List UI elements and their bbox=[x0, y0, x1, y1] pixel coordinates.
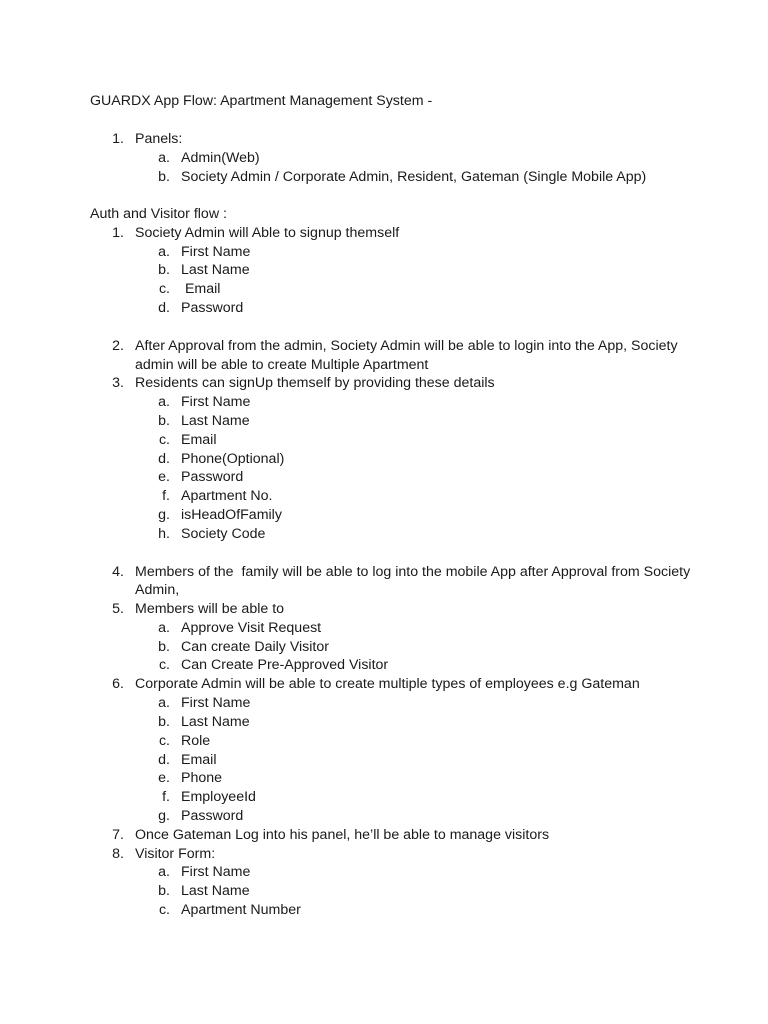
sub-list-marker: a. bbox=[158, 620, 170, 636]
list-number: 7. bbox=[112, 827, 124, 843]
sub-list-item: Password bbox=[181, 300, 244, 316]
sub-list-marker: e. bbox=[158, 770, 170, 786]
list-number: 5. bbox=[112, 601, 124, 617]
sub-list-marker: a. bbox=[158, 244, 170, 260]
sub-list-item: Phone(Optional) bbox=[181, 451, 285, 467]
sub-list-marker: a. bbox=[158, 150, 170, 166]
list-number: 4. bbox=[112, 564, 124, 580]
list-item: After Approval from the admin, Society Admin will be able to login into the App, Society bbox=[135, 338, 678, 354]
sub-list-item: Email bbox=[181, 432, 217, 448]
sub-list-marker: f. bbox=[162, 789, 170, 805]
sub-list-item: Admin(Web) bbox=[181, 150, 260, 166]
sub-list-marker: b. bbox=[158, 639, 170, 655]
sub-list-marker: b. bbox=[158, 413, 170, 429]
list-number: 8. bbox=[112, 846, 124, 862]
list-item: Once Gateman Log into his panel, he’ll be able to manage visitors bbox=[135, 827, 550, 843]
list-item-continuation: Admin, bbox=[135, 582, 180, 598]
sub-list-item: Society Code bbox=[181, 526, 266, 542]
sub-list-marker: d. bbox=[158, 752, 170, 768]
sub-list-item: Apartment Number bbox=[181, 902, 301, 918]
sub-list-item: Can Create Pre-Approved Visitor bbox=[181, 657, 389, 673]
sub-list-item: EmployeeId bbox=[181, 789, 256, 805]
section-heading: Auth and Visitor flow : bbox=[90, 206, 227, 222]
sub-list-marker: c. bbox=[158, 733, 170, 749]
sub-list-item: Last Name bbox=[181, 714, 250, 730]
sub-list-marker: b. bbox=[158, 262, 170, 278]
sub-list-marker: b. bbox=[158, 714, 170, 730]
sub-list-marker: h. bbox=[158, 526, 170, 542]
sub-list-marker: a. bbox=[158, 864, 170, 880]
sub-list-item: Role bbox=[181, 733, 211, 749]
sub-list-item: Password bbox=[181, 808, 244, 824]
list-number: 3. bbox=[112, 375, 124, 391]
list-number: 1. bbox=[112, 225, 124, 241]
sub-list-marker: g. bbox=[158, 808, 170, 824]
sub-list-marker: d. bbox=[158, 300, 170, 316]
sub-list-marker: d. bbox=[158, 451, 170, 467]
sub-list-item: First Name bbox=[181, 864, 251, 880]
sub-list-marker: f. bbox=[162, 488, 170, 504]
sub-list-item: First Name bbox=[181, 394, 251, 410]
sub-list-marker: c. bbox=[158, 281, 170, 297]
sub-list-marker: c. bbox=[158, 657, 170, 673]
sub-list-item: Last Name bbox=[181, 413, 250, 429]
sub-list-marker: c. bbox=[158, 432, 170, 448]
list-number: 2. bbox=[112, 338, 124, 354]
sub-list-item: First Name bbox=[181, 244, 251, 260]
list-item: Corporate Admin will be able to create multiple types of employees e.g Gateman bbox=[135, 676, 640, 692]
sub-list-marker: a. bbox=[158, 695, 170, 711]
sub-list-item: First Name bbox=[181, 695, 251, 711]
list-item: Society Admin will Able to signup themself bbox=[135, 225, 400, 241]
sub-list-item: Apartment No. bbox=[181, 488, 273, 504]
list-item: Members of the family will be able to log into the mobile App after Approval from Society bbox=[135, 564, 691, 580]
sub-list-item: Phone bbox=[181, 770, 223, 786]
list-item: Members will be able to bbox=[135, 601, 285, 617]
sub-list-item: Can create Daily Visitor bbox=[181, 639, 329, 655]
list-item: Residents can signUp themself by providing these details bbox=[135, 375, 495, 391]
document-title: GUARDX App Flow: Apartment Management System - bbox=[90, 93, 433, 109]
sub-list-item: Email bbox=[181, 281, 221, 297]
sub-list-item: Last Name bbox=[181, 262, 250, 278]
sub-list-marker: c. bbox=[158, 902, 170, 918]
sub-list-marker: b. bbox=[158, 883, 170, 899]
sub-list-item: Approve Visit Request bbox=[181, 620, 322, 636]
sub-list-item: isHeadOfFamily bbox=[181, 507, 282, 523]
sub-list-marker: g. bbox=[158, 507, 170, 523]
sub-list-marker: b. bbox=[158, 169, 170, 185]
list-item: Visitor Form: bbox=[135, 846, 216, 862]
sub-list-marker: a. bbox=[158, 394, 170, 410]
sub-list-item: Email bbox=[181, 752, 217, 768]
list-number: 6. bbox=[112, 676, 124, 692]
sub-list-item: Society Admin / Corporate Admin, Resident, Gateman (Single Mobile App) bbox=[181, 169, 647, 185]
sub-list-item: Password bbox=[181, 469, 244, 485]
list-item-continuation: admin will be able to create Multiple Apartment bbox=[135, 357, 429, 373]
sub-list-marker: e. bbox=[158, 469, 170, 485]
list-item: Panels: bbox=[135, 131, 183, 147]
list-number: 1. bbox=[112, 131, 124, 147]
sub-list-item: Last Name bbox=[181, 883, 250, 899]
